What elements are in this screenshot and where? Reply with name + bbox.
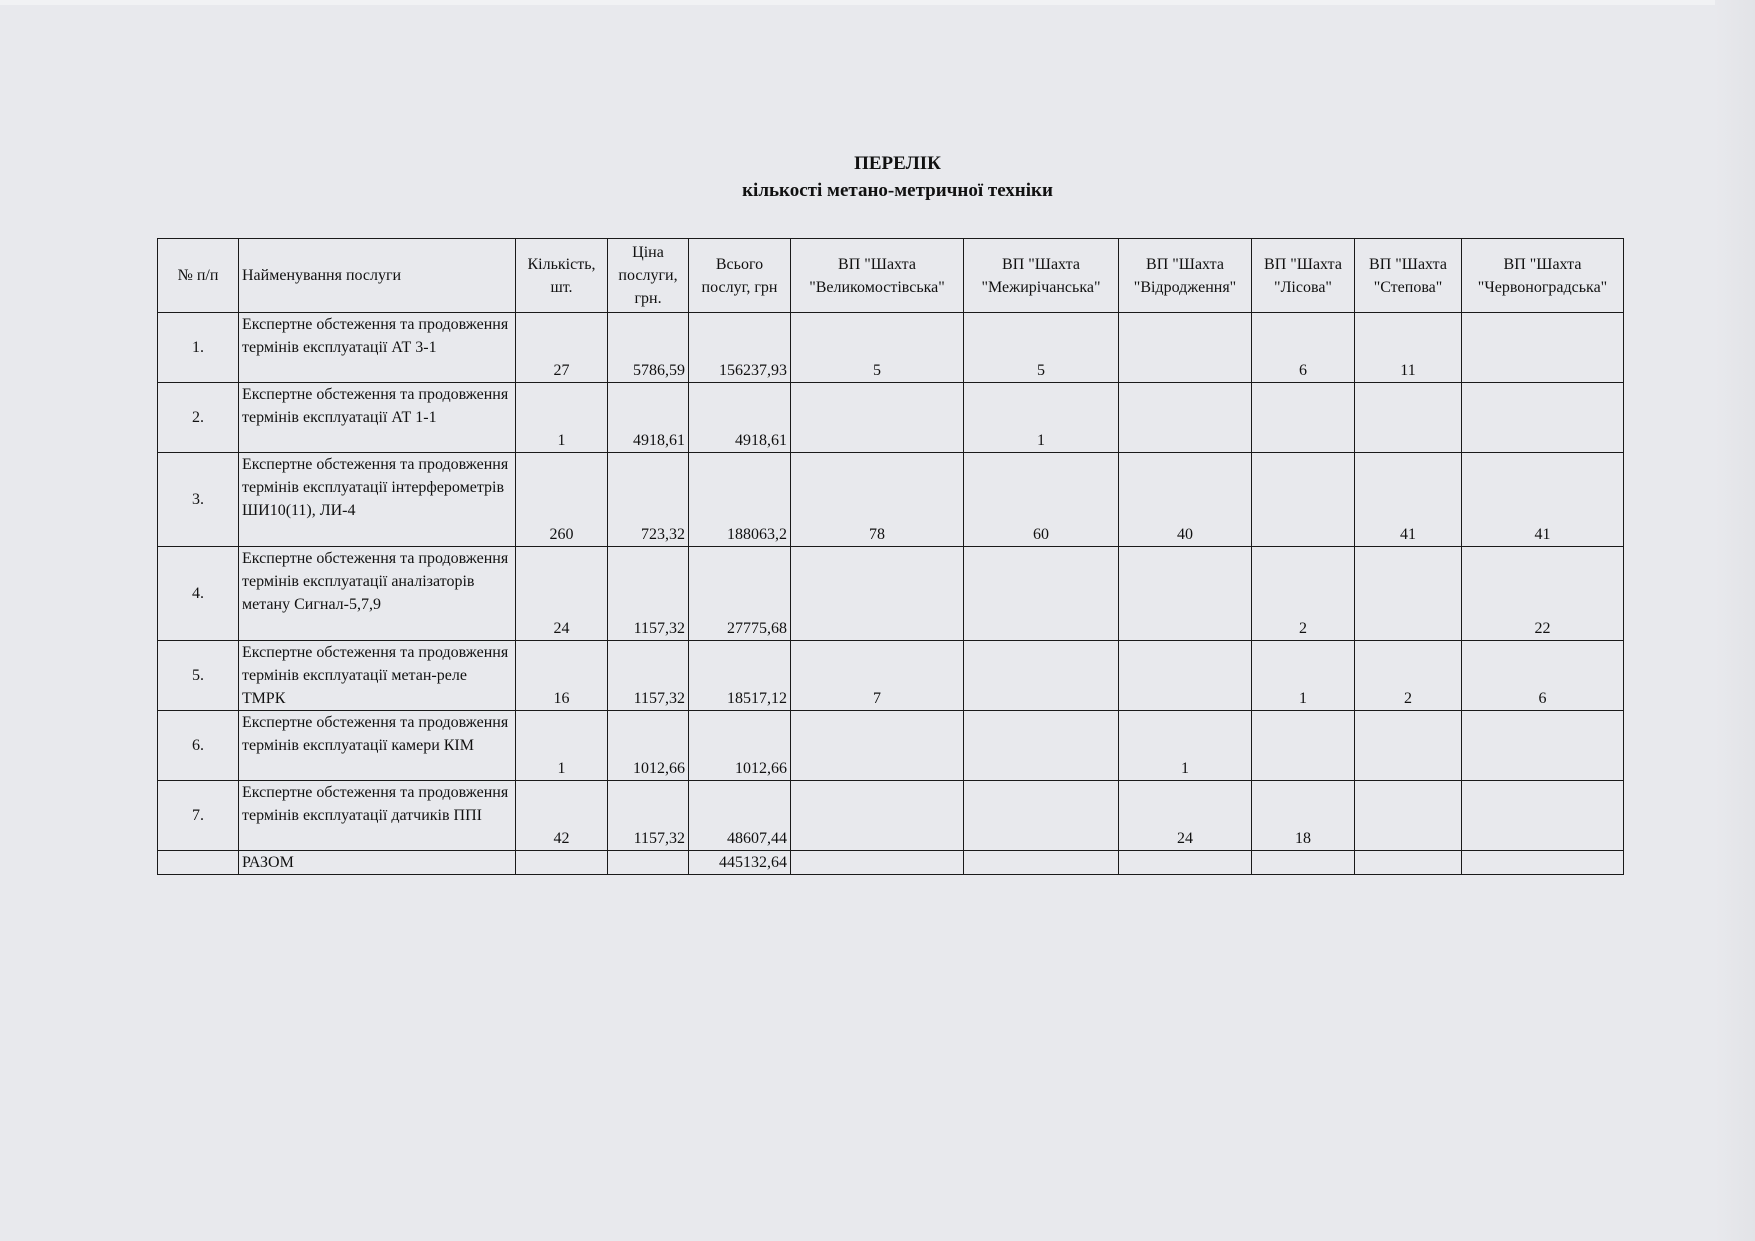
mine-velykomostivska-qty	[791, 547, 964, 641]
mine-chervonohradska-qty	[1462, 383, 1624, 453]
header-mine-vidrodzhennia: ВП "Шахта "Відродження"	[1119, 239, 1252, 313]
mine-mezhyrichanska-qty: 5	[964, 313, 1119, 383]
mine-mezhyrichanska-qty	[964, 781, 1119, 851]
mine-lisova-qty: 1	[1252, 641, 1355, 711]
row-number: 1.	[158, 313, 239, 383]
total-price	[608, 851, 689, 875]
mine-velykomostivska-qty: 78	[791, 453, 964, 547]
document-subtitle: кількості метано-метричної техніки	[742, 180, 1053, 201]
equipment-table	[157, 238, 1624, 875]
mine-chervonohradska-qty	[1462, 313, 1624, 383]
total-label: РАЗОМ	[239, 851, 516, 875]
quantity: 260	[516, 453, 608, 547]
mine-mezhyrichanska-qty	[964, 711, 1119, 781]
service-name: Експертне обстеження та продовження термінів експлуатації АТ 1-1	[239, 383, 516, 453]
header-mine-chervonohradska: ВП "Шахта "Червоноградська"	[1462, 239, 1624, 313]
mine-mezhyrichanska-qty	[964, 547, 1119, 641]
header-mine-velykomostivska: ВП "Шахта "Великомостівська"	[791, 239, 964, 313]
service-total: 27775,68	[689, 547, 791, 641]
quantity: 27	[516, 313, 608, 383]
mine-mezhyrichanska-qty	[964, 641, 1119, 711]
mine-chervonohradska-qty	[1462, 711, 1624, 781]
table-row	[158, 641, 1624, 711]
service-name: Експертне обстеження та продовження термінів експлуатації інтерферометрів ШИ10(11), ЛИ-4	[239, 453, 516, 547]
unit-price: 1157,32	[608, 641, 689, 711]
mine-stepova-qty	[1355, 383, 1462, 453]
mine-vidrodzhennia-qty: 1	[1119, 711, 1252, 781]
total-mine-mezhyrichanska	[964, 851, 1119, 875]
total-mine-stepova	[1355, 851, 1462, 875]
mine-stepova-qty	[1355, 547, 1462, 641]
header-mine-stepova: ВП "Шахта "Степова"	[1355, 239, 1462, 313]
header-qty: Кількість, шт.	[516, 239, 608, 313]
mine-chervonohradska-qty	[1462, 781, 1624, 851]
quantity: 16	[516, 641, 608, 711]
header-name: Найменування послуги	[239, 239, 516, 313]
quantity: 1	[516, 383, 608, 453]
mine-lisova-qty: 2	[1252, 547, 1355, 641]
mine-vidrodzhennia-qty: 24	[1119, 781, 1252, 851]
row-number: 4.	[158, 547, 239, 641]
row-number: 5.	[158, 641, 239, 711]
total-mine-velykomostivska	[791, 851, 964, 875]
mine-velykomostivska-qty: 7	[791, 641, 964, 711]
service-total: 4918,61	[689, 383, 791, 453]
mine-mezhyrichanska-qty: 60	[964, 453, 1119, 547]
grand-total: 445132,64	[689, 851, 791, 875]
total-row-number	[158, 851, 239, 875]
table-row	[158, 383, 1624, 453]
mine-vidrodzhennia-qty	[1119, 313, 1252, 383]
mine-velykomostivska-qty	[791, 711, 964, 781]
mine-velykomostivska-qty	[791, 383, 964, 453]
unit-price: 1157,32	[608, 781, 689, 851]
mine-stepova-qty	[1355, 711, 1462, 781]
service-name: Експертне обстеження та продовження термінів експлуатації датчиків ППІ	[239, 781, 516, 851]
quantity: 24	[516, 547, 608, 641]
mine-vidrodzhennia-qty: 40	[1119, 453, 1252, 547]
mine-stepova-qty: 2	[1355, 641, 1462, 711]
mine-vidrodzhennia-qty	[1119, 383, 1252, 453]
total-mine-lisova	[1252, 851, 1355, 875]
mine-velykomostivska-qty: 5	[791, 313, 964, 383]
row-number: 6.	[158, 711, 239, 781]
table-header-row	[158, 239, 1624, 313]
mine-velykomostivska-qty	[791, 781, 964, 851]
mine-chervonohradska-qty: 41	[1462, 453, 1624, 547]
document-title: ПЕРЕЛІК	[854, 153, 941, 174]
mine-lisova-qty	[1252, 453, 1355, 547]
unit-price: 1012,66	[608, 711, 689, 781]
service-total: 18517,12	[689, 641, 791, 711]
mine-stepova-qty: 11	[1355, 313, 1462, 383]
quantity: 1	[516, 711, 608, 781]
table-total-row	[158, 851, 1624, 875]
unit-price: 5786,59	[608, 313, 689, 383]
table-row	[158, 313, 1624, 383]
row-number: 2.	[158, 383, 239, 453]
header-mine-lisova: ВП "Шахта "Лісова"	[1252, 239, 1355, 313]
mine-lisova-qty: 6	[1252, 313, 1355, 383]
table-row	[158, 453, 1624, 547]
mine-vidrodzhennia-qty	[1119, 547, 1252, 641]
table-row	[158, 711, 1624, 781]
total-mine-vidrodzhennia	[1119, 851, 1252, 875]
unit-price: 723,32	[608, 453, 689, 547]
header-no: № п/п	[158, 239, 239, 313]
service-name: Експертне обстеження та продовження термінів експлуатації метан-реле ТМРК	[239, 641, 516, 711]
service-total: 1012,66	[689, 711, 791, 781]
header-price: Ціна послуги, грн.	[608, 239, 689, 313]
page-top-edge	[0, 0, 1755, 5]
mine-stepova-qty: 41	[1355, 453, 1462, 547]
quantity: 42	[516, 781, 608, 851]
total-mine-chervonohradska	[1462, 851, 1624, 875]
mine-stepova-qty	[1355, 781, 1462, 851]
header-mine-mezhyrichanska: ВП "Шахта "Межирічанська"	[964, 239, 1119, 313]
mine-vidrodzhennia-qty	[1119, 641, 1252, 711]
total-qty	[516, 851, 608, 875]
service-total: 156237,93	[689, 313, 791, 383]
service-name: Експертне обстеження та продовження термінів експлуатації аналізаторів метану Сигнал-5,7,9	[239, 547, 516, 641]
service-total: 48607,44	[689, 781, 791, 851]
mine-chervonohradska-qty: 22	[1462, 547, 1624, 641]
mine-chervonohradska-qty: 6	[1462, 641, 1624, 711]
row-number: 7.	[158, 781, 239, 851]
mine-lisova-qty: 18	[1252, 781, 1355, 851]
unit-price: 1157,32	[608, 547, 689, 641]
service-name: Експертне обстеження та продовження термінів експлуатації АТ 3-1	[239, 313, 516, 383]
unit-price: 4918,61	[608, 383, 689, 453]
service-name: Експертне обстеження та продовження термінів експлуатації камери КІМ	[239, 711, 516, 781]
table-row	[158, 547, 1624, 641]
table-row	[158, 781, 1624, 851]
service-total: 188063,2	[689, 453, 791, 547]
mine-lisova-qty	[1252, 711, 1355, 781]
row-number: 3.	[158, 453, 239, 547]
header-total: Всього послуг, грн	[689, 239, 791, 313]
mine-lisova-qty	[1252, 383, 1355, 453]
mine-mezhyrichanska-qty: 1	[964, 383, 1119, 453]
